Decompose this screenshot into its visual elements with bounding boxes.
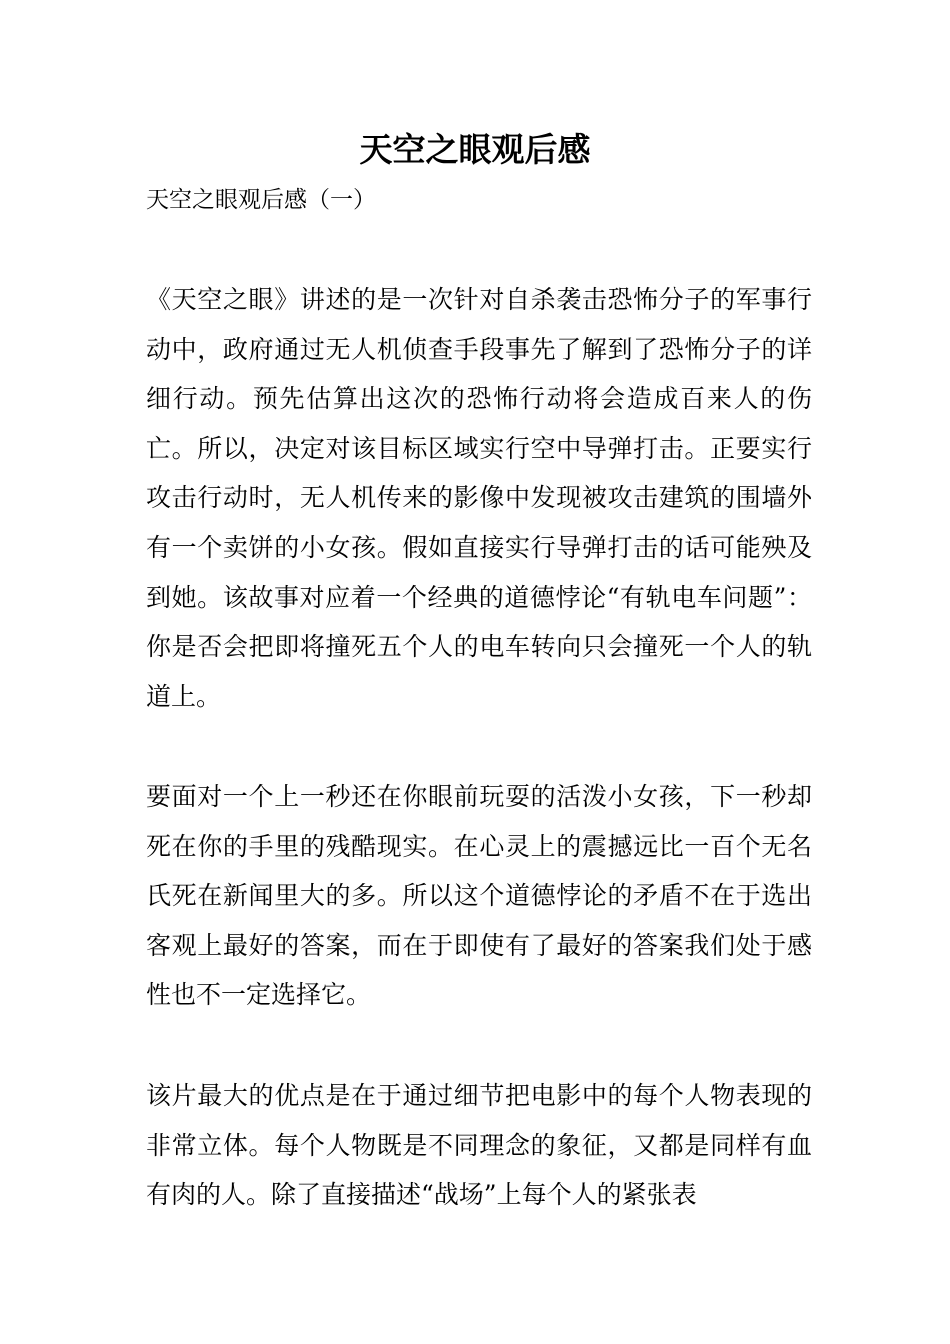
paragraph-1: 《天空之眼》讲述的是一次针对自杀袭击恐怖分子的军事行动中，政府通过无人机侦查手段事先了解到了恐怖分子的详细行动。预先估算出这次的恐怖行动将会造成百来人的伤亡。所以，决定对该目标区域实行空中导弹打击。正要实行攻击行动时，无人机传来的影像中发现被攻击建筑的围墙外有一个卖饼的小女孩。假如直接实行导弹打击的话可能殃及到她。该故事对应着一个经典的道德悖论“有轨电车问题”：你是否会把即将撞死五个人的电车转向只会撞死一个人的轨道上。 [146, 285, 812, 711]
document-title: 天空之眼观后感 [359, 130, 591, 169]
section-subtitle: 天空之眼观后感（一） [146, 187, 376, 213]
paragraph-3: 该片最大的优点是在于通过细节把电影中的每个人物表现的非常立体。每个人物既是不同理念的象征，又都是同样有血有肉的人。除了直接描述“战场”上每个人的紧张表 [146, 1081, 812, 1210]
paragraph-2: 要面对一个上一秒还在你眼前玩耍的活泼小女孩，下一秒却死在你的手里的残酷现实。在心灵上的震撼远比一百个无名氏死在新闻里大的多。所以这个道德悖论的矛盾不在于选出客观上最好的答案，而在于即使有了最好的答案我们处于感性也不一定选择它。 [146, 782, 812, 1010]
